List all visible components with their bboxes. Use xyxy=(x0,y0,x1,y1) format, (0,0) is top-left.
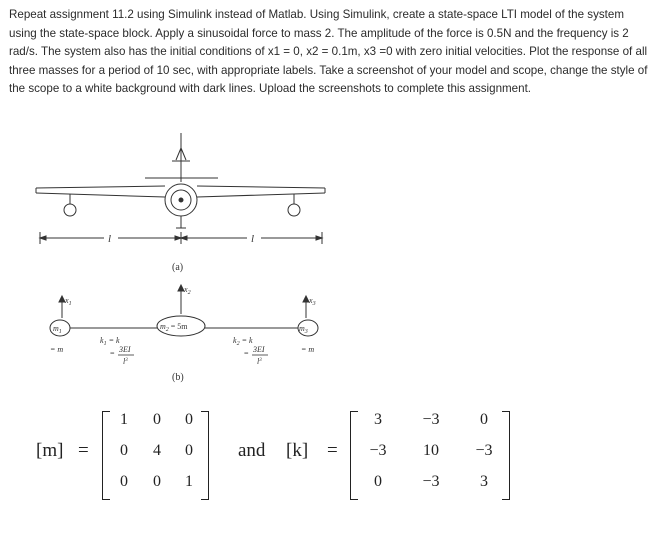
k2-numerator: 3EI xyxy=(253,345,265,354)
mass-matrix-cell: 0 xyxy=(120,442,128,459)
mass-matrix-cell: 0 xyxy=(185,411,193,428)
dim-label-left: l xyxy=(108,233,112,245)
assignment-prompt: Repeat assignment 11.2 using Simulink instead of Matlab. Using Simulink, create a state-space LTI model of the system using the state-space block. Apply a sinusoidal force to mass 2. The amplitude of the force is 0.5N and the frequency is 2 rad/s. The system also has the initial conditions of x1 = 0, x2 = 0.1m, x3 =0 with zero initial velocities. Plot the response of all three masses for a period of 10 sec, with appropriate labels. Take a screenshot of your model and scope, change the style of the scope to a white background with dark lines. Upload the screenshots to complete this assignment. xyxy=(9,8,648,96)
k1-eq-sign: = xyxy=(110,349,115,358)
mass-matrix-cell: 1 xyxy=(185,473,193,490)
stiffness-matrix-equals: = xyxy=(327,440,338,461)
mass-matrix-cell: 4 xyxy=(153,442,161,459)
and-text: and xyxy=(238,440,266,461)
x2-label: $x_2$ xyxy=(184,285,191,296)
stiffness-matrix-cell: −3 xyxy=(475,442,493,459)
mass-matrix-label: [m] xyxy=(36,440,64,461)
dim-label-right: l xyxy=(251,233,255,245)
m3-equals: = m xyxy=(301,345,315,354)
k1-label: $k_1 = k$ xyxy=(100,336,120,347)
stiffness-matrix-cell: 3 xyxy=(480,473,488,490)
m2-label: $m_2 = 5m$ xyxy=(160,322,188,333)
stiffness-matrix-left-bracket xyxy=(350,411,358,500)
mass-matrix-cell: 0 xyxy=(153,473,161,490)
mass-matrix-cell: 0 xyxy=(120,473,128,490)
stiffness-matrix-cell: 3 xyxy=(374,411,382,428)
x1-label: $x_1$ xyxy=(65,296,72,307)
caption-b: (b) xyxy=(172,372,184,383)
stiffness-matrix-cell: −3 xyxy=(422,411,440,428)
k2-eq-sign: = xyxy=(244,349,249,358)
stiffness-matrix-cell: −3 xyxy=(369,442,387,459)
mass-matrix-cell: 1 xyxy=(120,411,128,428)
airplane-drawing xyxy=(36,133,325,244)
stiffness-matrix-cell: 10 xyxy=(423,442,439,459)
x3-label: $x_3$ xyxy=(309,296,316,307)
mass-matrix-cell: 0 xyxy=(185,442,193,459)
m3-label: $m_3$ xyxy=(299,324,308,335)
k2-label: $k_2 = k$ xyxy=(233,336,253,347)
stiffness-matrix-cell: 0 xyxy=(374,473,382,490)
stiffness-matrix-right-bracket xyxy=(502,411,510,500)
k1-numerator: 3EI xyxy=(119,345,131,354)
stiffness-matrix-cell: 0 xyxy=(480,411,488,428)
stiffness-matrix-label: [k] xyxy=(286,440,309,461)
m1-label: $m_1$ xyxy=(53,324,62,335)
m1-equals: = m xyxy=(50,345,64,354)
caption-a: (a) xyxy=(172,262,184,273)
stiffness-matrix-cell: −3 xyxy=(422,473,440,490)
mass-matrix-cell: 0 xyxy=(153,411,161,428)
mass-matrix-equals: = xyxy=(78,440,89,461)
k1-denominator: $l^3$ xyxy=(123,357,128,366)
k2-denominator: $l^3$ xyxy=(257,357,262,366)
